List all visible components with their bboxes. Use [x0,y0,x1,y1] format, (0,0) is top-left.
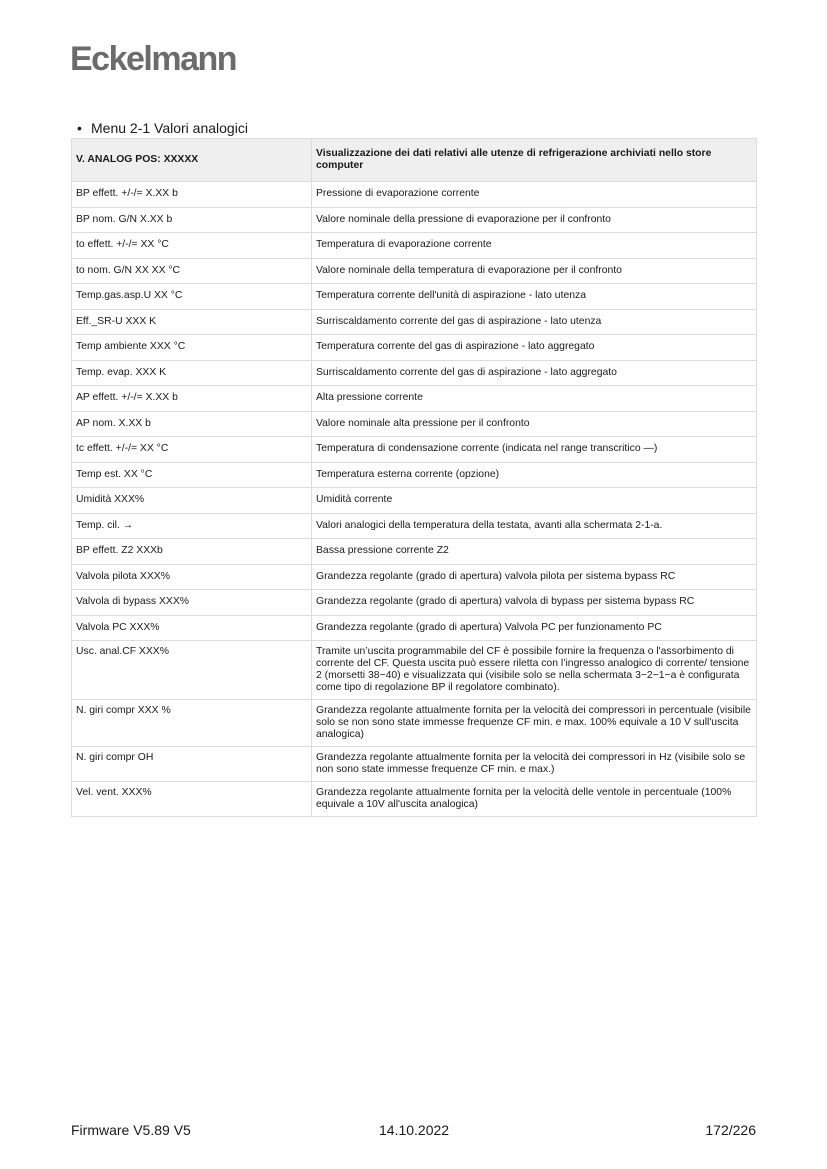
param-cell: to nom. G/N XX XX °C [72,258,312,284]
param-cell: Valvola pilota XXX% [72,564,312,590]
description-cell: Temperatura di condensazione corrente (indicata nel range transcritico —) [312,437,757,463]
table-header-param: V. ANALOG POS: XXXXX [72,139,312,182]
description-cell: Surriscaldamento corrente del gas di aspirazione - lato aggregato [312,360,757,386]
param-cell: Temp. cil. → [72,513,312,539]
description-cell: Umidità corrente [312,488,757,514]
param-cell: Temp.gas.asp.U XX °C [72,284,312,310]
description-cell: Temperatura corrente del gas di aspirazione - lato aggregato [312,335,757,361]
param-cell: Valvola PC XXX% [72,615,312,641]
description-cell: Grandezza regolante (grado di apertura) valvola pilota per sistema bypass RC [312,564,757,590]
param-cell: Temp est. XX °C [72,462,312,488]
param-cell: Temp. evap. XXX K [72,360,312,386]
table-row [72,590,757,616]
table-body [72,182,757,817]
description-cell: Pressione di evaporazione corrente [312,182,757,208]
footer-firmware: Firmware V5.89 V5 [71,1122,191,1138]
description-cell: Tramite un’uscita programmabile del CF è possibile fornire la frequenza o l'assorbimento di corrente del CF. Questa uscita può essere riletta con l’ingresso analogico di corrente/ tensione 2 (morsetti 38−40) e visualizzata qui (visibile solo se nella schermata 3−2−1−a è configurata come tipo di regolazione BP il regolatore combinato). [312,641,757,700]
description-cell: Grandezza regolante attualmente fornita per la velocità dei compressori in Hz (visibile solo se non sono state immesse frequenze CF min. e max.) [312,747,757,782]
description-cell: Temperatura corrente dell'unità di aspirazione - lato utenza [312,284,757,310]
param-cell: AP nom. X.XX b [72,411,312,437]
table-row [72,641,757,700]
param-cell: to effett. +/-/= XX °C [72,233,312,259]
table-row [72,700,757,747]
description-cell: Temperatura esterna corrente (opzione) [312,462,757,488]
description-cell: Surriscaldamento corrente del gas di aspirazione - lato utenza [312,309,757,335]
param-cell: tc effett. +/-/= XX °C [72,437,312,463]
table-row [72,747,757,782]
description-cell: Temperatura di evaporazione corrente [312,233,757,259]
table-row [72,258,757,284]
param-cell: Temp ambiente XXX °C [72,335,312,361]
footer-date: 14.10.2022 [379,1122,450,1138]
table-row [72,782,757,817]
param-cell: N. giri compr XXX % [72,700,312,747]
table-row [72,539,757,565]
table-row [72,437,757,463]
table-row [72,411,757,437]
param-cell: AP effett. +/-/= X.XX b [72,386,312,412]
description-cell: Grandezza regolante (grado di apertura) valvola di bypass per sistema bypass RC [312,590,757,616]
table-row [72,564,757,590]
table-row [72,360,757,386]
table-row [72,513,757,539]
section-title-text: Menu 2-1 Valori analogici [91,120,248,136]
table-row [72,182,757,208]
param-cell: N. giri compr OH [72,747,312,782]
description-cell: Valore nominale della pressione di evaporazione per il confronto [312,207,757,233]
table-row [72,386,757,412]
param-cell: Umidità XXX% [72,488,312,514]
bullet: • [77,120,82,136]
table-row [72,207,757,233]
footer-page-number: 172/226 [705,1122,756,1138]
table-row [72,488,757,514]
company-logo: Eckelmann [70,40,237,78]
description-cell: Valori analogici della temperatura della testata, avanti alla schermata 2-1-a. [312,513,757,539]
table-header-description: Visualizzazione dei dati relativi alle utenze di refrigerazione archiviati nello store computer [312,139,757,182]
description-cell: Alta pressione corrente [312,386,757,412]
param-cell: Vel. vent. XXX% [72,782,312,817]
description-cell: Valore nominale della temperatura di evaporazione per il confronto [312,258,757,284]
description-cell: Valore nominale alta pressione per il confronto [312,411,757,437]
table-row [72,615,757,641]
description-cell: Grandezza regolante (grado di apertura) Valvola PC per funzionamento PC [312,615,757,641]
section-title [77,120,248,136]
description-cell: Bassa pressione corrente Z2 [312,539,757,565]
description-cell: Grandezza regolante attualmente fornita per la velocità dei compressori in percentuale (visibile solo se non sono state immesse frequenze CF min. e max. 100% equivale a 10 V sull'uscita analogica) [312,700,757,747]
table-row [72,284,757,310]
param-cell: Usc. anal.CF XXX% [72,641,312,700]
table-header-row [72,139,757,182]
description-cell: Grandezza regolante attualmente fornita per la velocità delle ventole in percentuale (100% equivale a 10V all'uscita analogica) [312,782,757,817]
table-row [72,335,757,361]
param-cell: Eff._SR-U XXX K [72,309,312,335]
param-cell: BP effett. Z2 XXXb [72,539,312,565]
table-row [72,309,757,335]
param-cell: BP nom. G/N X.XX b [72,207,312,233]
param-cell: BP effett. +/-/= X.XX b [72,182,312,208]
table-row [72,462,757,488]
param-cell: Valvola di bypass XXX% [72,590,312,616]
analog-values-table [71,138,757,817]
table-row [72,233,757,259]
